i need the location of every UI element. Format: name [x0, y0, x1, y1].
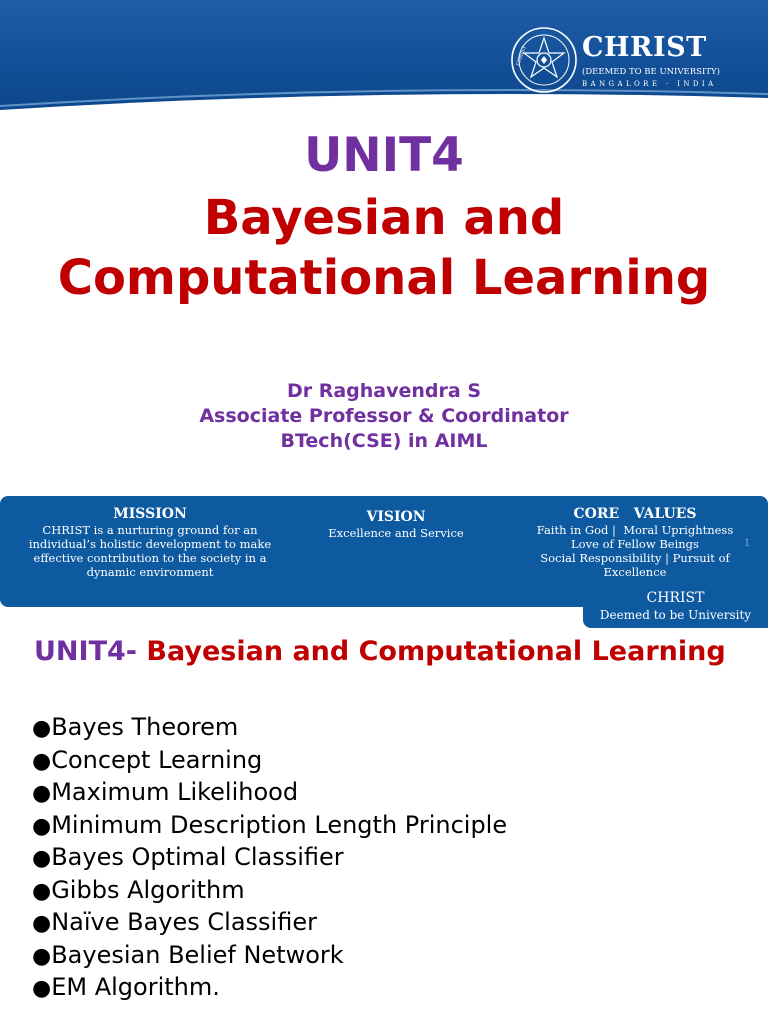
logo-tagline: (DEEMED TO BE UNIVERSITY) — [582, 67, 720, 77]
bullet-icon: ● — [32, 781, 52, 806]
topic-label: EM Algorithm. — [51, 973, 220, 1001]
university-logo — [510, 26, 725, 96]
topic-label: Bayes Theorem — [51, 713, 239, 741]
core-values-line: Love of Fellow Beings — [571, 537, 699, 551]
bullet-icon: ● — [32, 846, 52, 871]
footer-university-name: CHRIST — [646, 590, 705, 606]
topic-label: Bayesian Belief Network — [51, 940, 344, 969]
bullet-icon: ● — [32, 911, 52, 936]
unit-topics-heading-main: Bayesian and Computational Learning — [146, 636, 726, 667]
author-program: BTech(CSE) in AIML — [280, 430, 488, 452]
unit-topics-heading — [34, 634, 754, 670]
vision-text: Excellence and Service — [328, 526, 464, 540]
list-item — [32, 972, 507, 1005]
core-values-line: Faith in God | Moral Uprightness — [536, 523, 734, 537]
vision-section — [310, 509, 482, 540]
topic-label: Gibbs Algorithm — [51, 875, 245, 904]
bullet-icon: ● — [32, 943, 52, 969]
bullet-icon: ● — [32, 878, 52, 904]
core-values-heading: CORE VALUES — [573, 506, 697, 522]
mission-line: individual’s holistic development to make — [28, 537, 272, 551]
topic-label: Minimum Description Length Principle — [51, 810, 508, 839]
author-block — [0, 379, 768, 454]
list-item — [32, 907, 507, 940]
bullet-icon: ● — [32, 748, 52, 774]
footer-university-subtitle: Deemed to be University — [599, 608, 752, 622]
mission-heading: MISSION — [113, 506, 187, 522]
core-values-line: Social Responsibility | Pursuit of — [540, 551, 730, 565]
bullet-icon: ● — [32, 716, 52, 741]
mission-line: CHRIST is a nurturing ground for an — [42, 523, 258, 537]
list-item — [32, 745, 507, 778]
seal-text: CHRIST — [515, 45, 528, 67]
course-title-line-1: Bayesian and — [203, 190, 565, 246]
mission-line: effective contribution to the society in a — [33, 551, 267, 565]
course-title-line-2: Computational Learning — [57, 250, 711, 306]
bullet-icon: ● — [32, 813, 52, 839]
list-item — [32, 712, 507, 745]
list-item — [32, 875, 507, 908]
page-number: 1 — [744, 538, 751, 549]
mission-section — [22, 506, 278, 579]
topic-list — [32, 712, 507, 1005]
topic-label: Maximum Likelihood — [51, 778, 299, 806]
logo-location: BANGALORE · INDIA — [582, 80, 717, 88]
footer-university-tab — [583, 586, 768, 628]
list-item — [32, 842, 507, 875]
unit-title: UNIT4 — [304, 128, 464, 183]
unit-topics-heading-prefix: UNIT4- — [34, 636, 147, 667]
core-values-line: Excellence — [603, 565, 667, 579]
bullet-icon: ● — [32, 976, 52, 1001]
core-values-section — [528, 506, 742, 579]
logo-name: CHRIST — [582, 32, 707, 63]
topic-label: Concept Learning — [51, 745, 263, 774]
mission-line: dynamic environment — [86, 565, 214, 579]
topic-label: Bayes Optimal Classifier — [51, 843, 344, 871]
author-name: Dr Raghavendra S — [286, 380, 482, 402]
list-item — [32, 777, 507, 810]
course-title — [0, 188, 768, 308]
vision-heading: VISION — [366, 509, 426, 525]
topic-label: Naïve Bayes Classifier — [51, 908, 317, 936]
header-band — [0, 0, 768, 112]
university-seal-icon — [510, 26, 578, 94]
list-item — [32, 810, 507, 843]
list-item — [32, 940, 507, 973]
author-role: Associate Professor & Coordinator — [199, 405, 569, 427]
